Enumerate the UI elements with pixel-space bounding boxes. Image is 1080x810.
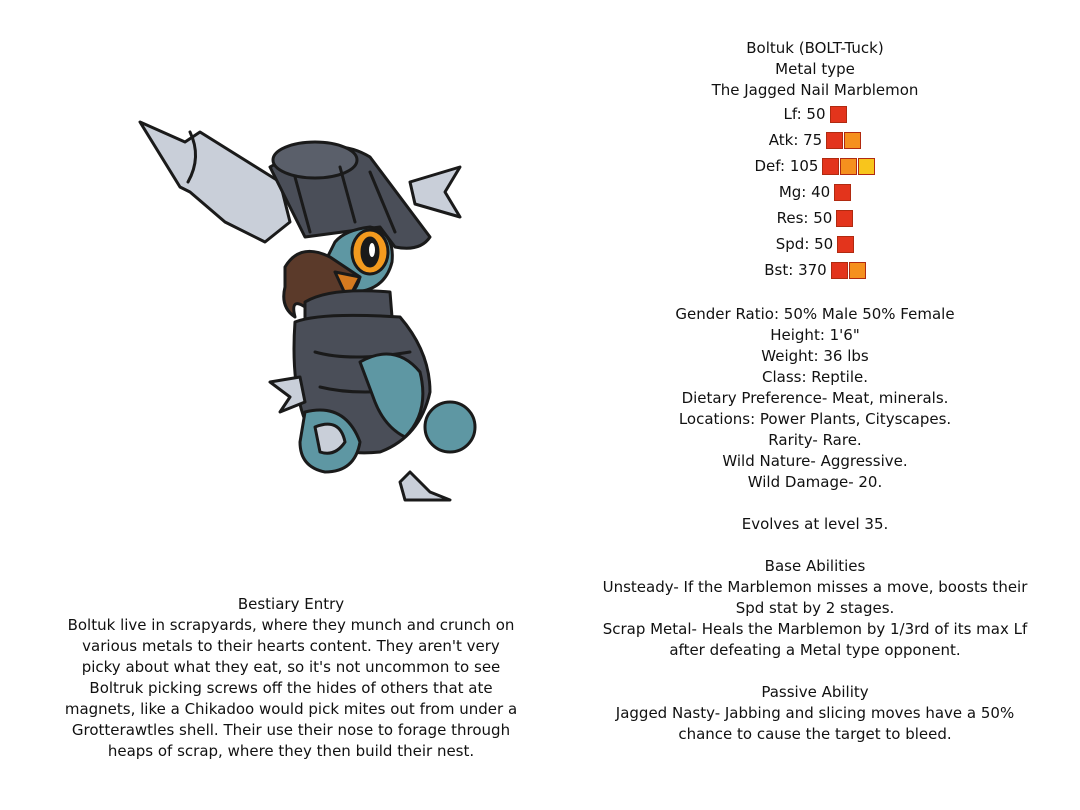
stat-label: Mg: 40	[778, 183, 831, 201]
stats-panel	[585, 38, 1045, 745]
stat-block	[826, 132, 843, 149]
creature-illustration	[130, 112, 530, 512]
creature-epithet: The Jagged Nail Marblemon	[711, 81, 919, 99]
stat-label: Spd: 50	[775, 235, 834, 253]
class-info: Class: Reptile.	[762, 368, 868, 386]
stat-block	[837, 236, 854, 253]
base-abilities-heading: Base Abilities	[764, 557, 866, 575]
stat-block	[836, 210, 853, 227]
stat-block	[834, 184, 851, 201]
evolution-info: Evolves at level 35.	[741, 515, 889, 533]
stat-block	[840, 158, 857, 175]
stat-blocks	[822, 158, 875, 175]
creature-name: Boltuk (BOLT-Tuck)	[746, 39, 884, 57]
stat-row	[585, 257, 1045, 283]
height-info: Height: 1'6"	[770, 326, 860, 344]
stats-list	[585, 101, 1045, 283]
rarity-info: Rarity- Rare.	[768, 431, 862, 449]
locations-info: Locations: Power Plants, Cityscapes.	[678, 410, 952, 428]
stat-row	[585, 231, 1045, 257]
gender-ratio: Gender Ratio: 50% Male 50% Female	[675, 305, 955, 323]
stat-row	[585, 127, 1045, 153]
base-ability-line: Unsteady- If the Marblemon misses a move, boosts their	[602, 578, 1028, 596]
passive-ability-line: chance to cause the target to bleed.	[678, 725, 952, 743]
stat-block	[844, 132, 861, 149]
bestiary-line: magnets, like a Chikadoo would pick mites out from under a	[64, 700, 518, 718]
stat-label: Bst: 370	[764, 261, 827, 279]
stat-blocks	[830, 106, 847, 123]
stat-label: Res: 50	[776, 209, 833, 227]
creature-type: Metal type	[775, 60, 855, 78]
passive-ability-heading: Passive Ability	[761, 683, 869, 701]
bestiary-line: heaps of scrap, where they then build their nest.	[107, 742, 475, 760]
stat-row	[585, 179, 1045, 205]
wild-nature-info: Wild Nature- Aggressive.	[722, 452, 908, 470]
stat-row	[585, 205, 1045, 231]
stat-label: Def: 105	[754, 157, 819, 175]
wild-damage-info: Wild Damage- 20.	[747, 473, 883, 491]
stat-block	[822, 158, 839, 175]
stat-block	[830, 106, 847, 123]
stat-row	[585, 101, 1045, 127]
base-ability-line: Scrap Metal- Heals the Marblemon by 1/3rd of its max Lf	[602, 620, 1028, 638]
diet-info: Dietary Preference- Meat, minerals.	[681, 389, 949, 407]
stat-label: Atk: 75	[768, 131, 823, 149]
stat-label: Lf: 50	[783, 105, 826, 123]
bestiary-heading: Bestiary Entry	[237, 595, 345, 613]
stat-block	[831, 262, 848, 279]
bestiary-panel	[58, 594, 524, 762]
stat-blocks	[836, 210, 853, 227]
boltuk-drawing	[130, 112, 530, 512]
bestiary-line: picky about what they eat, so it's not uncommon to see	[81, 658, 501, 676]
stat-blocks	[834, 184, 851, 201]
base-ability-line: Spd stat by 2 stages.	[735, 599, 895, 617]
stat-blocks	[826, 132, 861, 149]
stat-block	[858, 158, 875, 175]
weight-info: Weight: 36 lbs	[761, 347, 869, 365]
bestiary-line: Grotterawtles shell. Their use their nose to forage through	[71, 721, 511, 739]
stat-row	[585, 153, 1045, 179]
bestiary-line: Boltuk live in scrapyards, where they munch and crunch on	[67, 616, 515, 634]
stat-blocks	[837, 236, 854, 253]
passive-ability-line: Jagged Nasty- Jabbing and slicing moves have a 50%	[615, 704, 1015, 722]
base-ability-line: after defeating a Metal type opponent.	[669, 641, 961, 659]
bestiary-line: various metals to their hearts content. They aren't very	[82, 637, 500, 655]
bestiary-line: Boltruk picking screws off the hides of others that ate	[89, 679, 493, 697]
stat-block	[849, 262, 866, 279]
stat-blocks	[831, 262, 866, 279]
